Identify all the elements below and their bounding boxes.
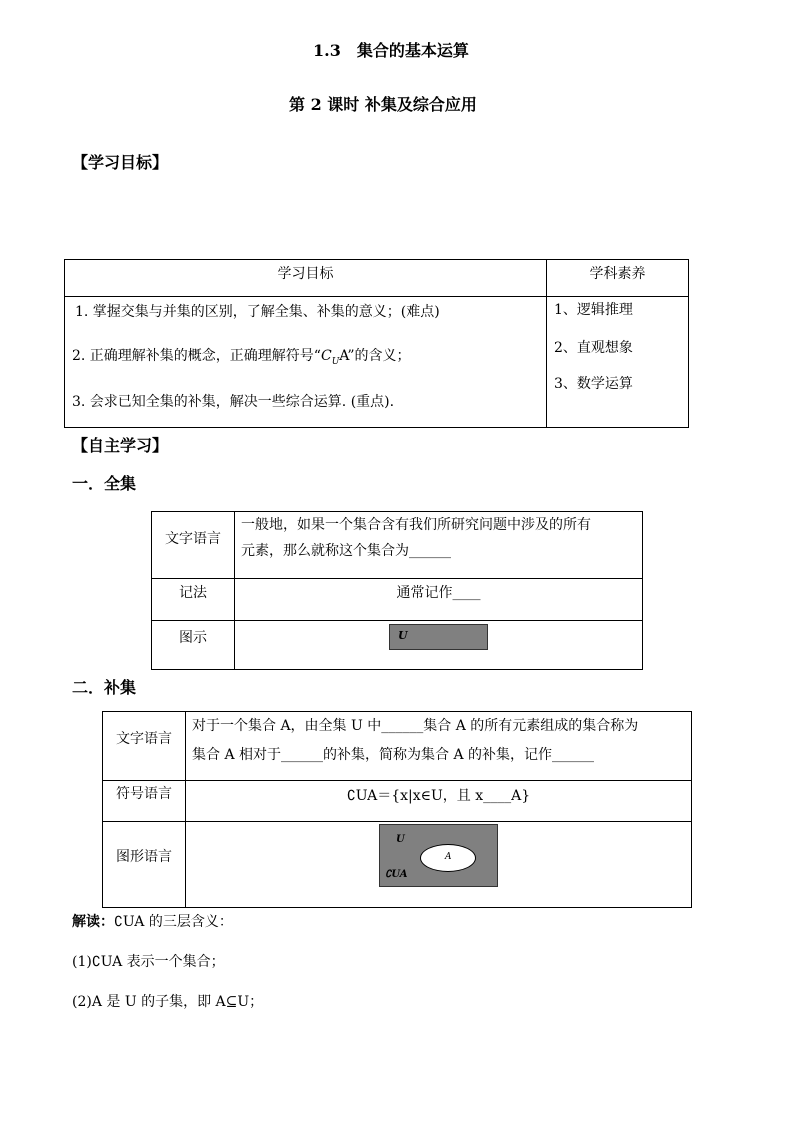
literacy-item-3: 3、数学运算: [554, 376, 633, 392]
complement-table: [102, 711, 692, 908]
universal-set-heading: 一．全集: [72, 474, 137, 493]
self-study-heading: 【自主学习】: [72, 436, 169, 455]
complement-heading: 二．补集: [72, 678, 137, 697]
notation-content: 通常记作____: [235, 579, 643, 621]
diagram-label: 图示: [152, 621, 235, 670]
set-a-symbol: A: [445, 852, 452, 862]
complement-text-label: 文字语言: [103, 712, 186, 781]
universal-diagram-cell: [235, 621, 643, 670]
literacy-col-header: 学科素养: [547, 260, 689, 297]
objectives-table: [64, 259, 689, 428]
universal-set-symbol: U: [398, 629, 408, 642]
note-item-1: (1)∁UA 表示一个集合；: [72, 954, 225, 970]
universal-set-symbol: U: [396, 834, 405, 845]
universal-text-content: 一般地，如果一个集合含有我们所研究问题中涉及的所有 元素，那么就称这个集合为______: [235, 512, 643, 579]
graphic-language-label: 图形语言: [103, 822, 186, 908]
interpretation-line: [72, 911, 233, 931]
notation-label: 记法: [152, 579, 235, 621]
objectives-heading: 【学习目标】: [72, 153, 169, 172]
interpretation-label: 解读：: [72, 914, 114, 930]
literacy-list: [547, 297, 689, 428]
literacy-item-2: 2、直观想象: [554, 340, 633, 356]
complement-diagram-cell: [186, 822, 692, 908]
goal-item-3: 3. 会求已知全集的补集，解决一些综合运算. (重点).: [72, 394, 395, 410]
objectives-col-header: 学习目标: [65, 260, 547, 297]
universal-text-label: 文字语言: [152, 512, 235, 579]
set-a-ellipse: [420, 844, 476, 872]
lesson-subtitle: 第 2 课时 补集及综合应用: [289, 95, 477, 114]
symbol-language-content: ∁UA＝{x|x∈U，且 x____A}: [186, 781, 692, 822]
literacy-item-1: 1、逻辑推理: [554, 302, 633, 318]
symbol-language-label: 符号语言: [103, 781, 186, 822]
universal-set-table: [151, 511, 643, 670]
goal-item-1: 1. 掌握交集与并集的区别，了解全集、补集的意义；(难点): [75, 304, 440, 320]
objectives-list: [65, 297, 547, 428]
note-item-2: (2)A 是 U 的子集，即 A⊆U；: [72, 994, 264, 1010]
complement-venn-diagram: [379, 824, 498, 887]
universal-set-diagram: [389, 624, 488, 650]
complement-text-content: 对于一个集合 A，由全集 U 中______集合 A 的所有元素组成的集合称为 集合 A 相对于______的补集，简称为集合 A 的补集，记作______: [186, 712, 692, 781]
page-title: 1.3 集合的基本运算: [313, 41, 469, 60]
goal-item-2: 2. 正确理解补集的概念，正确理解符号“$C_UA$”的含义；: [72, 348, 411, 367]
interpretation-text: ∁UA 的三层含义：: [114, 914, 233, 930]
complement-symbol: ∁UA: [385, 869, 408, 880]
